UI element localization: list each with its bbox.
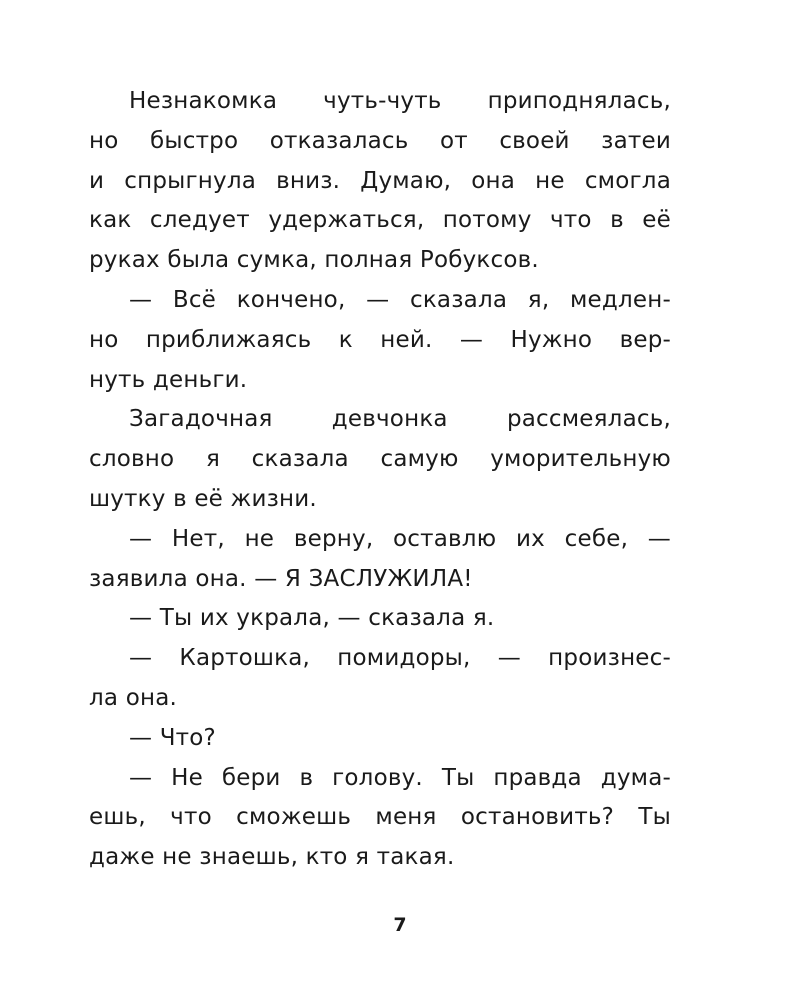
text-line-19: ешь, что сможешь меня остановить? Ты: [89, 804, 671, 831]
text-line-11: шутку в её жизни.: [89, 485, 317, 512]
text-line-8: нуть деньги.: [89, 366, 248, 393]
body-text: [89, 82, 671, 878]
text-line-1: Незнакомка чуть-чуть приподнялась,: [129, 88, 671, 114]
text-line-2: но быстро отказалась от своей затеи: [89, 127, 671, 154]
text-line-3: и спрыгнула вниз. Думаю, она не смогла: [89, 167, 671, 194]
text-line-17: — Что?: [129, 724, 216, 751]
text-line-12: — Нет, не верну, оставлю их себе, —: [129, 525, 671, 552]
page-number: 7: [393, 914, 407, 936]
text-line-10: словно я сказала самую уморительную: [89, 446, 671, 473]
text-line-13: заявила она. — Я ЗАСЛУЖИЛА!: [89, 565, 473, 592]
text-line-9: Загадочная девчонка рассмеялась,: [129, 406, 671, 433]
text-line-6: — Всё кончено, — сказала я, медлен-: [129, 286, 671, 313]
text-line-14: — Ты их украла, — сказала я.: [129, 605, 495, 632]
text-line-7: но приближаясь к ней. — Нужно вер-: [89, 326, 671, 353]
text-line-4: как следует удержаться, потому что в её: [89, 207, 671, 234]
text-line-16: ла она.: [89, 684, 178, 711]
text-line-5: руках была сумка, полная Робуксов.: [89, 247, 539, 274]
text-line-15: — Картошка, помидоры, — произнес-: [129, 645, 671, 672]
text-line-20: даже не знаешь, кто я такая.: [89, 844, 455, 871]
text-line-18: — Не бери в голову. Ты правда дума-: [129, 764, 671, 791]
